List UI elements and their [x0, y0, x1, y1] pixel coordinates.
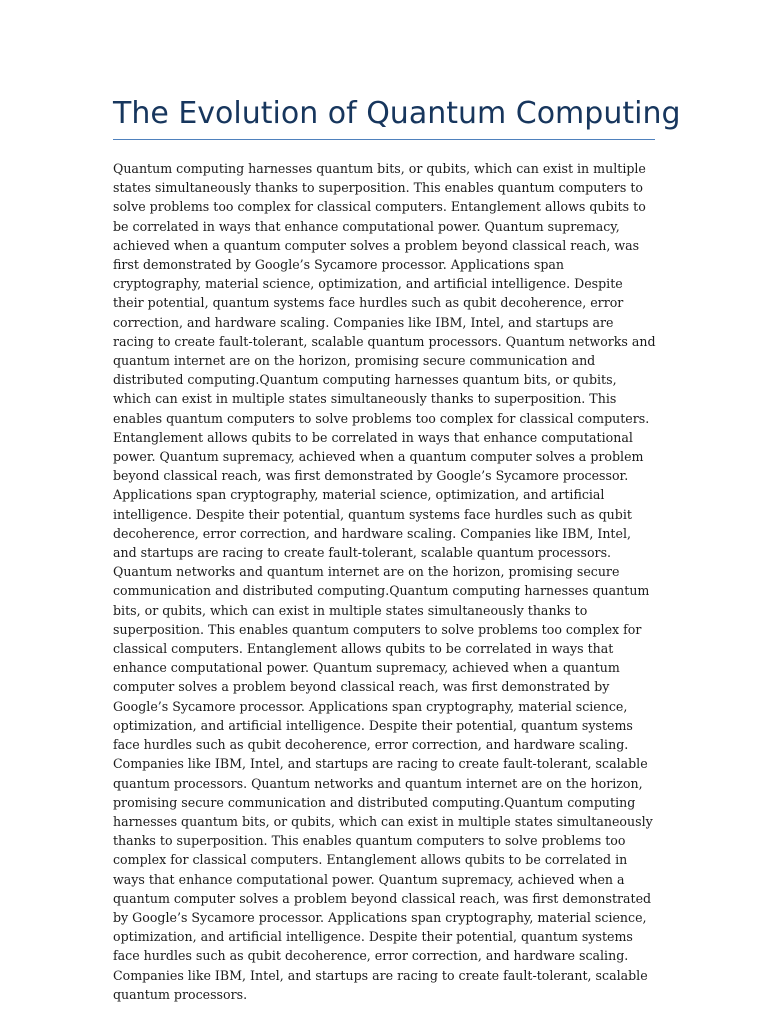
document-title: The Evolution of Quantum Computing	[113, 96, 681, 131]
document-body-paragraph: Quantum computing harnesses quantum bits, or qubits, which can exist in multiple states simultaneously thanks to superposition. This enables quantum computers to solve problems too complex for classical computers. Entanglement allows qubits to be correlated in ways that enhance computational power. Quantum supremacy, achieved when a quantum computer solves a problem beyond classical reach, was first demonstrated by Google’s Sycamore processor. Applications span cryptography, material science, optimization, and artificial intelligence. Despite their potential, quantum systems face hurdles such as qubit decoherence, error correction, and hardware scaling. Companies like IBM, Intel, and startups are racing to create fault-tolerant, scalable quantum processors. Quantum networks and quantum internet are on the horizon, promising secure communication and distributed computing.Quantum computing harnesses quantum bits, or qubits, which can exist in multiple states simultaneously thanks to superposition. This enables quantum computers to solve problems too complex for classical computers. Entanglement allows qubits to be correlated in ways that enhance computational power. Quantum supremacy, achieved when a quantum computer solves a problem beyond classical reach, was first demonstrated by Google’s Sycamore processor. Applications span cryptography, material science, optimization, and artificial intelligence. Despite their potential, quantum systems face hurdles such as qubit decoherence, error correction, and hardware scaling. Companies like IBM, Intel, and startups are racing to create fault-tolerant, scalable quantum processors. Quantum networks and quantum internet are on the horizon, promising secure communication and distributed computing.Quantum computing harnesses quantum bits, or qubits, which can exist in multiple states simultaneously thanks to superposition. This enables quantum computers to solve problems too complex for classical computers. Entanglement allows qubits to be correlated in ways that enhance computational power. Quantum supremacy, achieved when a quantum computer solves a problem beyond classical reach, was first demonstrated by Google’s Sycamore processor. Applications span cryptography, material science, optimization, and artificial intelligence. Despite their potential, quantum systems face hurdles such as qubit decoherence, error correction, and hardware scaling. Companies like IBM, Intel, and startups are racing to create fault-tolerant, scalable quantum processors. Quantum networks and quantum internet are on the horizon, promising secure communication and distributed computing.Quantum computing harnesses quantum bits, or qubits, which can exist in multiple states simultaneously thanks to superposition. This enables quantum computers to solve problems too complex for classical computers. Entanglement allows qubits to be correlated in ways that enhance computational power. Quantum supremacy, achieved when a quantum computer solves a problem beyond classical reach, was first demonstrated by Google’s Sycamore processor. Applications span cryptography, material science, optimization, and artificial intelligence. Despite their potential, quantum systems face hurdles such as qubit decoherence, error correction, and hardware scaling. Companies like IBM, Intel, and startups are racing to create fault-tolerant, scalable quantum processors.	[113, 161, 656, 1002]
title-underline-rule	[113, 139, 655, 140]
